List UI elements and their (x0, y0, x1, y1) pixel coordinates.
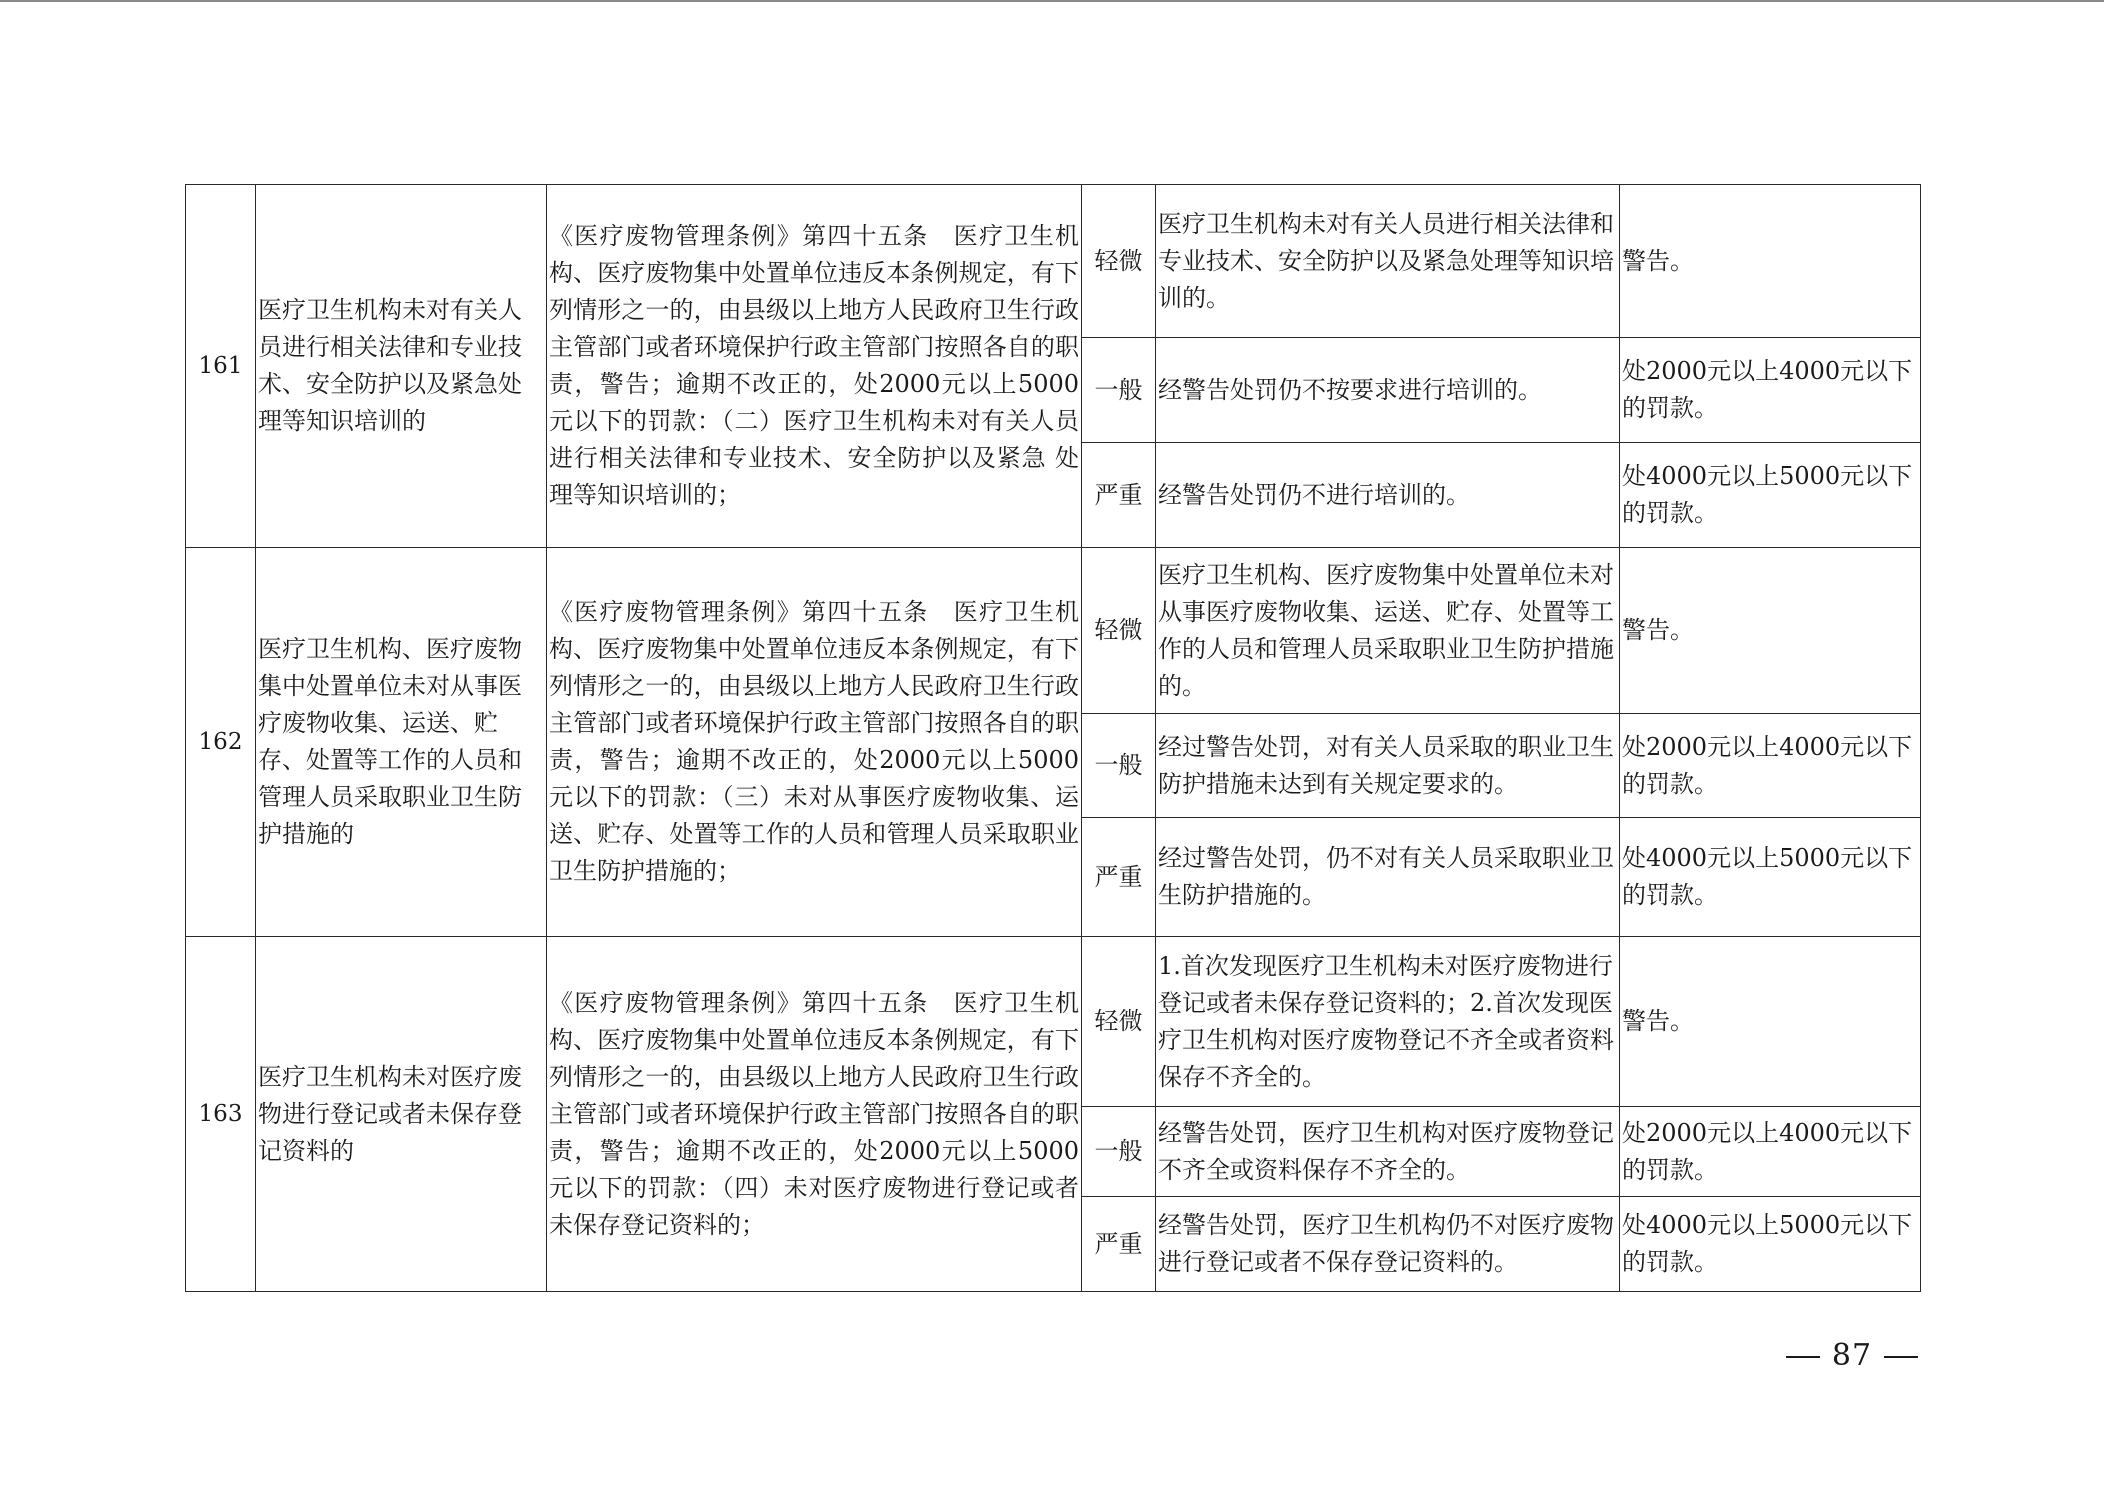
table-row (186, 937, 1921, 1107)
penalty: 处2000元以上4000元以下的罚款。 (1620, 1107, 1921, 1197)
item-number: 161 (186, 185, 256, 548)
penalty: 警告。 (1620, 937, 1921, 1107)
severity-level: 严重 (1082, 443, 1156, 548)
legal-basis: 《医疗废物管理条例》第四十五条 医疗卫生机构、医疗废物集中处置单位违反本条例规定，有下列情形之一的，由县级以上地方人民政府卫生行政主管部门或者环境保护行政主管部门按照各自的职责，警告；逾期不改正的，处2000元以上5000元以下的罚款：（三）未对从事医疗废物收集、运送、贮存、处置等工作的人员和管理人员采取职业卫生防护措施的； (547, 548, 1082, 937)
severity-level: 一般 (1082, 714, 1156, 818)
circumstance: 医疗卫生机构、医疗废物集中处置单位未对从事医疗废物收集、运送、贮存、处置等工作的人员和管理人员采取职业卫生防护措施的。 (1156, 548, 1620, 714)
severity-level: 严重 (1082, 1197, 1156, 1292)
severity-level: 轻微 (1082, 548, 1156, 714)
penalty: 处2000元以上4000元以下的罚款。 (1620, 714, 1921, 818)
circumstance: 经警告处罚，医疗卫生机构对医疗废物登记不齐全或资料保存不齐全的。 (1156, 1107, 1620, 1197)
penalty: 处2000元以上4000元以下的罚款。 (1620, 338, 1921, 443)
table-row (186, 548, 1921, 714)
severity-level: 轻微 (1082, 185, 1156, 338)
circumstance: 1.首次发现医疗卫生机构未对医疗废物进行登记或者未保存登记资料的；2.首次发现医疗卫生机构对医疗废物登记不齐全或者资料保存不齐全的。 (1156, 937, 1620, 1107)
legal-basis: 《医疗废物管理条例》第四十五条 医疗卫生机构、医疗废物集中处置单位违反本条例规定，有下列情形之一的，由县级以上地方人民政府卫生行政主管部门或者环境保护行政主管部门按照各自的职责，警告；逾期不改正的，处2000元以上5000元以下的罚款：（四）未对医疗废物进行登记或者未保存登记资料的； (547, 937, 1082, 1292)
violation-description: 医疗卫生机构、医疗废物集中处置单位未对从事医疗废物收集、运送、贮存、处置等工作的人员和管理人员采取职业卫生防护措施的 (256, 548, 547, 937)
severity-level: 轻微 (1082, 937, 1156, 1107)
item-number: 162 (186, 548, 256, 937)
top-border-line (0, 0, 2104, 2)
severity-level: 一般 (1082, 1107, 1156, 1197)
severity-level: 严重 (1082, 818, 1156, 937)
circumstance: 经过警告处罚，仍不对有关人员采取职业卫生防护措施的。 (1156, 818, 1620, 937)
circumstance: 经过警告处罚，对有关人员采取的职业卫生防护措施未达到有关规定要求的。 (1156, 714, 1620, 818)
page-number (1752, 1338, 1952, 1373)
circumstance: 经警告处罚，医疗卫生机构仍不对医疗废物进行登记或者不保存登记资料的。 (1156, 1197, 1620, 1292)
legal-basis: 《医疗废物管理条例》第四十五条 医疗卫生机构、医疗废物集中处置单位违反本条例规定，有下列情形之一的，由县级以上地方人民政府卫生行政主管部门或者环境保护行政主管部门按照各自的职责，警告；逾期不改正的，处2000元以上5000元以下的罚款：（二）医疗卫生机构未对有关人员进行相关法律和专业技术、安全防护以及紧急 处理等知识培训的； (547, 185, 1082, 548)
penalty-discretion-table (185, 184, 1921, 1292)
severity-level: 一般 (1082, 338, 1156, 443)
penalty: 处4000元以上5000元以下的罚款。 (1620, 818, 1921, 937)
circumstance: 经警告处罚仍不按要求进行培训的。 (1156, 338, 1620, 443)
penalty: 处4000元以上5000元以下的罚款。 (1620, 443, 1921, 548)
table-row (186, 185, 1921, 338)
violation-description: 医疗卫生机构未对有关人员进行相关法律和专业技术、安全防护以及紧急处理等知识培训的 (256, 185, 547, 548)
circumstance: 经警告处罚仍不进行培训的。 (1156, 443, 1620, 548)
penalty: 警告。 (1620, 548, 1921, 714)
violation-description: 医疗卫生机构未对医疗废物进行登记或者未保存登记资料的 (256, 937, 547, 1292)
penalty: 警告。 (1620, 185, 1921, 338)
page-number-left-dash (1786, 1356, 1820, 1358)
item-number: 163 (186, 937, 256, 1292)
page-number-value: 87 (1831, 1338, 1873, 1373)
circumstance: 医疗卫生机构未对有关人员进行相关法律和专业技术、安全防护以及紧急处理等知识培训的。 (1156, 185, 1620, 338)
penalty: 处4000元以上5000元以下的罚款。 (1620, 1197, 1921, 1292)
page-number-right-dash (1884, 1356, 1918, 1358)
